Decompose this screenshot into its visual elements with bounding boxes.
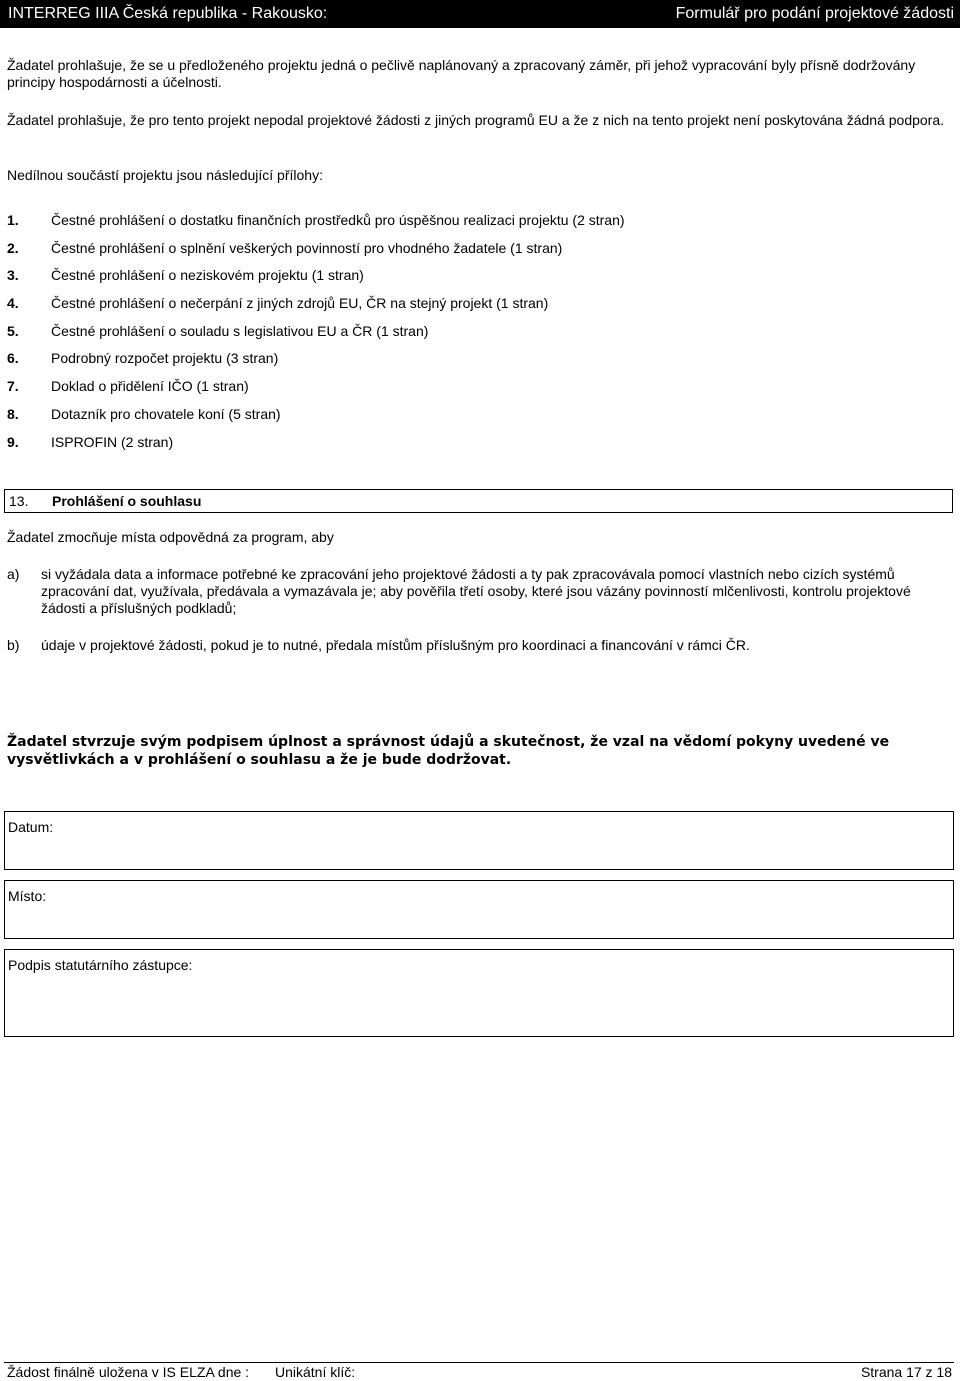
- list-item-number: 1.: [7, 212, 19, 228]
- point-text: si vyžádala data a informace potřebné ke zpracování jeho projektové žádosti a ty pak zpracovávala pomocí vlastních nebo cizích systémů zpracování dat, využívala, předávala a vymazávala je; aby pověřila třetí osoby, které jsou vázány povinností mlčenlivosti, kontrolu projektové žádosti a příslušných podkladů;: [41, 566, 911, 616]
- page-header: [0, 0, 960, 28]
- footer-saved-date: Žádost finálně uložena v IS ELZA dne :: [7, 1364, 250, 1380]
- list-item-text: Čestné prohlášení o neziskovém projektu (1 stran): [51, 267, 364, 284]
- footer-divider: [4, 1362, 954, 1363]
- list-item-text: ISPROFIN (2 stran): [51, 433, 174, 450]
- list-item-text: Čestné prohlášení o souladu s legislativou EU a ČR (1 stran): [51, 322, 429, 339]
- date-field[interactable]: [4, 811, 954, 870]
- date-label: Datum:: [8, 819, 54, 835]
- point-letter: b): [7, 637, 20, 653]
- footer-unique-key: Unikátní klíč:: [275, 1364, 356, 1380]
- place-label: Místo:: [8, 888, 47, 904]
- list-item-number: 3.: [7, 267, 19, 284]
- list-item-text: Podrobný rozpočet projektu (3 stran): [51, 350, 279, 367]
- list-item-number: 5.: [7, 322, 19, 339]
- point-letter: a): [7, 566, 20, 582]
- list-item-number: 9.: [7, 433, 19, 450]
- list-item-text: Čestné prohlášení o dostatku finančních prostředků pro úspěšnou realizaci projektu (2 stran): [51, 212, 625, 228]
- consent-point-a: [7, 566, 952, 617]
- intro-paragraph-2: Žadatel prohlašuje, že pro tento projekt nepodal projektové žádosti z jiných programů EU a že z nich na tento projekt není poskytována žádná podpora.: [7, 112, 945, 128]
- signature-field[interactable]: [4, 949, 954, 1037]
- applicant-statement: Žadatel stvrzuje svým podpisem úplnost a správnost údajů a skutečnost, že vzal na vědomí pokyny uvedené ve vysvětlivkách a v prohlášení o souhlasu a že je bude dodržovat.: [7, 734, 890, 768]
- signature-label: Podpis statutárního zástupce:: [8, 957, 193, 973]
- list-item-number: 6.: [7, 350, 19, 367]
- place-field[interactable]: [4, 880, 954, 939]
- list-item-text: Doklad o přidělení IČO (1 stran): [51, 378, 249, 395]
- section-heading-box: [4, 489, 953, 513]
- list-item-text: Čestné prohlášení o nečerpání z jiných zdrojů EU, ČR na stejný projekt (1 stran): [51, 295, 549, 312]
- header-program-title: INTERREG IIIA Česká republika - Rakousko:: [8, 5, 328, 22]
- list-item-number: 8.: [7, 405, 19, 422]
- section-number: 13.: [9, 493, 29, 509]
- section-title: Prohlášení o souhlasu: [52, 493, 202, 509]
- header-form-title: Formulář pro podání projektové žádosti: [675, 5, 954, 22]
- list-item-text: Čestné prohlášení o splnění veškerých povinností pro vhodného žadatele (1 stran): [51, 239, 563, 256]
- list-item-number: 7.: [7, 378, 19, 395]
- attachments-heading: Nedílnou součástí projektu jsou následující přílohy:: [7, 167, 323, 183]
- point-text: údaje v projektové žádosti, pokud je to nutné, předala místům příslušným pro koordinaci a financování v rámci ČR.: [41, 637, 750, 653]
- intro-paragraph-1: Žadatel prohlašuje, že se u předloženého projektu jedná o pečlivě naplánovaný a zpracovaný záměr, při jehož vypracování byly přísně dodržovány principy hospodárnosti a účelnosti.: [7, 57, 916, 90]
- consent-intro: Žadatel zmocňuje místa odpovědná za program, aby: [7, 529, 334, 545]
- list-item-text: Dotazník pro chovatele koní (5 stran): [51, 405, 281, 422]
- list-item-number: 2.: [7, 239, 19, 256]
- footer-page-number: Strana 17 z 18: [860, 1364, 952, 1380]
- list-item-number: 4.: [7, 295, 19, 312]
- consent-point-b: [7, 637, 952, 654]
